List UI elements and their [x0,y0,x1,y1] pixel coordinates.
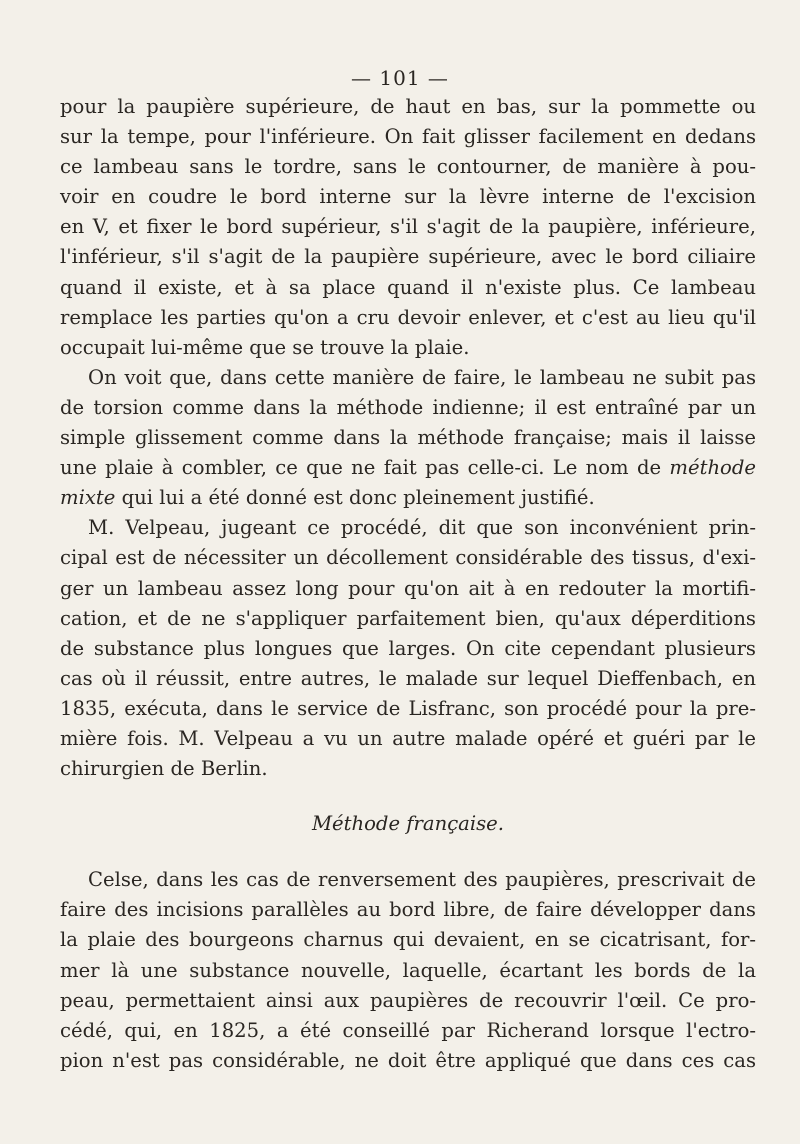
text-line: de torsion comme dans la méthode indienne; il est entraîné par un [60,395,756,419]
text-line: sur la tempe, pour l'inférieure. On fait glisser facilement en dedans [60,125,756,149]
body-text [60,92,756,1076]
text-line: pion n'est pas considérable, ne doit être appliqué que dans ces cas [60,1048,756,1072]
italic-term: méthode [669,456,756,480]
text-line: pour la paupière supérieure, de haut en bas, sur la pommette ou [60,95,756,118]
text-line: chirurgien de Berlin. [60,757,268,781]
text-line: On voit que, dans cette manière de faire, le lambeau ne subit pas [88,365,756,389]
text-line: cédé, qui, en 1825, a été conseillé par Richerand lorsque l'ectro- [60,1018,756,1042]
text-line: mière fois. M. Velpeau a vu un autre malade opéré et guéri par le [60,726,756,750]
section-heading: Méthode française. [311,812,505,836]
text-line: mer là une substance nouvelle, laquelle, écartant les bords de la [60,958,756,982]
text-line: quand il existe, et à sa place quand il n'existe plus. Ce lambeau [60,275,756,299]
text-segment: qui lui a été donné est donc pleinement justifié. [121,486,595,510]
text-line: cation, et de ne s'appliquer parfaitement bien, qu'aux déperditions [60,606,756,630]
text-line: la plaie des bourgeons charnus qui devaient, en se cicatrisant, for- [60,928,756,952]
text-line: simple glissement comme dans la méthode française; mais il laisse [60,426,756,450]
text-segment: une plaie à combler, ce que ne fait pas celle-ci. Le nom de [60,456,662,480]
text-line: ger un lambeau assez long pour qu'on ait à en redouter la mortifi- [60,576,756,600]
text-line: en V, et fixer le bord supérieur, s'il s'agit de la paupière, inférieure, [60,215,756,239]
text-line: occupait lui-même que se trouve la plaie. [60,335,470,359]
text-line: M. Velpeau, jugeant ce procédé, dit que son inconvénient prin- [88,516,756,540]
text-line: ce lambeau sans le tordre, sans le contourner, de manière à pou- [60,155,756,179]
text-line [60,453,756,483]
text-line: l'inférieur, s'il s'agit de la paupière supérieure, avec le bord ciliaire [60,245,756,269]
text-line: peau, permettaient ainsi aux paupières de recouvrir l'œil. Ce pro- [60,988,756,1012]
text-line: de substance plus longues que larges. On cite cependant plusieurs [60,636,756,660]
text-line: voir en coudre le bord interne sur la lèvre interne de l'excision [60,185,756,209]
italic-term: mixte [60,486,116,510]
text-line: Celse, dans les cas de renversement des paupières, prescrivait de [88,868,756,892]
text-line: cipal est de nécessiter un décollement considérable des tissus, d'exi- [60,546,756,570]
text-line: cas où il réussit, entre autres, le malade sur lequel Dieffenbach, en [60,666,756,690]
text-line: 1835, exécuta, dans le service de Lisfranc, son procédé pour la pre- [60,696,756,720]
page-number: — 101 — [351,66,449,90]
text-line: faire des incisions parallèles au bord libre, de faire développer dans [60,898,756,922]
text-line [60,483,756,513]
text-line: remplace les parties qu'on a cru devoir enlever, et c'est au lieu qu'il [60,305,756,329]
